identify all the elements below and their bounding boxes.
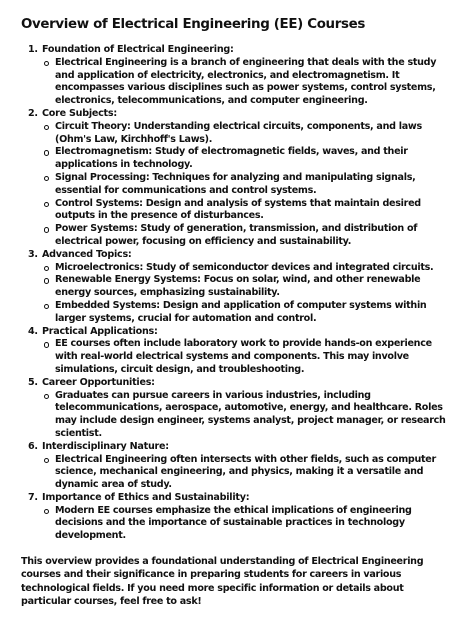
section-heading bbox=[20, 249, 454, 262]
page-title: Overview of Electrical Engineering (EE) Courses bbox=[21, 17, 365, 32]
section-heading bbox=[20, 492, 454, 505]
list-item bbox=[42, 262, 454, 275]
hollow-bullet-icon bbox=[44, 509, 49, 514]
list-item bbox=[42, 146, 454, 172]
section-item bbox=[20, 44, 454, 108]
list-item bbox=[42, 121, 454, 147]
hollow-bullet-icon bbox=[44, 304, 49, 309]
bullet-list bbox=[20, 121, 454, 249]
list-item-text: Embedded Systems: Design and application of computer systems within larger systems, crucial for automation and control. bbox=[55, 299, 427, 324]
section-heading-text: Foundation of Electrical Engineering: bbox=[42, 44, 234, 55]
list-item bbox=[42, 505, 454, 543]
list-item-text: Circuit Theory: Understanding electrical circuits, components, and laws (Ohm's Law, Kirchhoff's Laws). bbox=[55, 120, 422, 145]
list-item-text: Electrical Engineering often intersects with other fields, such as computer science, mechanical engineering, and physics, making it a versatile and dynamic area of study. bbox=[55, 453, 436, 491]
hollow-bullet-icon bbox=[44, 202, 49, 207]
list-item-text: Microelectronics: Study of semiconductor devices and integrated circuits. bbox=[55, 261, 434, 273]
bullet-list bbox=[20, 338, 454, 376]
section-heading-text: Importance of Ethics and Sustainability: bbox=[42, 491, 250, 503]
section-heading bbox=[20, 377, 454, 390]
section-number: 2. bbox=[28, 107, 38, 119]
bullet-list bbox=[20, 57, 454, 108]
list-item bbox=[42, 198, 454, 224]
list-item-text: Renewable Energy Systems: Focus on solar, wind, and other renewable energy sources, emphasizing sustainability. bbox=[55, 274, 421, 299]
section-heading-text: Advanced Topics: bbox=[42, 248, 132, 260]
hollow-bullet-icon bbox=[44, 278, 49, 283]
closing-paragraph: This overview provides a foundational understanding of Electrical Engineering courses and their significance in preparing students for careers in various technological fields. If you need more specific information or details about particular courses, feel free to ask! bbox=[21, 556, 424, 607]
list-item-text: Signal Processing: Techniques for analyzing and manipulating signals, essential for communications and control systems. bbox=[55, 171, 416, 196]
section-item bbox=[20, 441, 454, 492]
hollow-bullet-icon bbox=[44, 342, 49, 347]
hollow-bullet-icon bbox=[44, 227, 49, 232]
section-number: 5. bbox=[28, 376, 38, 388]
hollow-bullet-icon bbox=[44, 150, 49, 155]
list-item-text: Electromagnetism: Study of electromagnetic fields, waves, and their applications in technology. bbox=[55, 146, 408, 171]
hollow-bullet-icon bbox=[44, 458, 49, 463]
hollow-bullet-icon bbox=[44, 125, 49, 130]
list-item-text: Control Systems: Design and analysis of systems that maintain desired outputs in the presence of disturbances. bbox=[55, 197, 421, 222]
bullet-list bbox=[20, 390, 454, 441]
section-item bbox=[20, 249, 454, 326]
section-heading bbox=[20, 441, 454, 454]
section-number: 7. bbox=[28, 491, 38, 503]
list-item-text: Electrical Engineering is a branch of engineering that deals with the study and application of electricity, electronics, and electromagnetism. It encompasses various disciplines such as power systems, control systems, electronics, telecommunications, and computer engineering. bbox=[55, 56, 437, 107]
hollow-bullet-icon bbox=[44, 394, 49, 399]
bullet-list bbox=[20, 262, 454, 326]
bullet-list bbox=[20, 505, 454, 543]
section-heading bbox=[20, 108, 454, 121]
list-item bbox=[42, 338, 454, 376]
list-item-text: Modern EE courses emphasize the ethical implications of engineering decisions and the importance of sustainable practices in technology development. bbox=[55, 504, 412, 542]
section-item bbox=[20, 108, 454, 249]
section-heading-text: Career Opportunities: bbox=[42, 376, 155, 388]
list-item-text: Graduates can pursue careers in various industries, including telecommunications, aerospace, automotive, energy, and healthcare. Roles may include design engineer, systems analyst, project manager, or research scientist. bbox=[55, 389, 446, 439]
list-item bbox=[42, 454, 454, 492]
section-number: 4. bbox=[28, 325, 38, 337]
section-number: 3. bbox=[28, 248, 38, 260]
list-item bbox=[42, 223, 454, 249]
list-item bbox=[42, 274, 454, 300]
section-heading bbox=[20, 326, 454, 339]
section-heading-text: Practical Applications: bbox=[42, 325, 158, 337]
section-list bbox=[20, 44, 454, 543]
list-item bbox=[42, 57, 454, 108]
section-heading-text: Interdisciplinary Nature: bbox=[42, 440, 169, 452]
hollow-bullet-icon bbox=[44, 176, 49, 181]
hollow-bullet-icon bbox=[44, 266, 49, 271]
section-number: 6. bbox=[28, 440, 38, 452]
section-number: 1. bbox=[28, 44, 38, 55]
bullet-list bbox=[20, 454, 454, 492]
section-item bbox=[20, 492, 454, 543]
list-item-text: Power Systems: Study of generation, transmission, and distribution of electrical power, focusing on efficiency and sustainability. bbox=[55, 223, 418, 247]
list-item bbox=[42, 300, 454, 326]
hollow-bullet-icon bbox=[44, 61, 49, 66]
section-item bbox=[20, 326, 454, 377]
list-item bbox=[42, 390, 454, 441]
section-item bbox=[20, 377, 454, 441]
section-heading-text: Core Subjects: bbox=[42, 107, 117, 119]
section-heading bbox=[20, 44, 454, 57]
list-item-text: EE courses often include laboratory work to provide hands-on experience with real-world electrical systems and components. This may involve simulations, circuit design, and troubleshooting. bbox=[55, 338, 432, 375]
list-item bbox=[42, 172, 454, 198]
